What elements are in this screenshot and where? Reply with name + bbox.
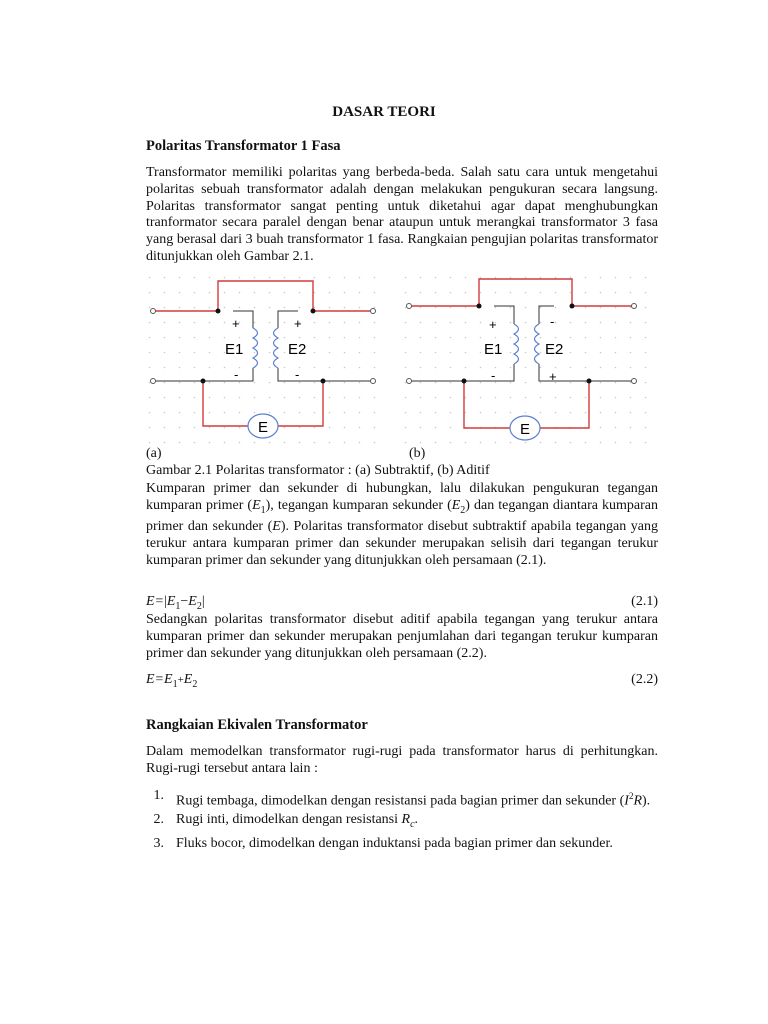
math-symbol: R — [401, 812, 411, 828]
node — [477, 304, 482, 309]
list-text: ). — [642, 793, 651, 809]
terminal — [371, 309, 376, 314]
eq-subscript: 1 — [175, 600, 181, 612]
list-text: Fluks bocor, dimodelkan dengan induktansi pada bagian primer dan sekunder. — [176, 835, 613, 851]
section-heading-polarity: Polaritas Transformator 1 Fasa — [146, 138, 341, 154]
symbol-e1 — [252, 497, 266, 516]
list-text: Rugi inti, dimodelkan dengan resistansi — [176, 812, 402, 828]
e1-label: E1 — [484, 341, 503, 358]
terminal — [407, 379, 412, 384]
symbol-e2 — [451, 497, 466, 516]
text-run: ). Polaritas transformator disebut subtraktif apabila tegangan yang terukur antara kumparan primer dan sekunder merupakan selisih dari tegangan terukur kumparan primer dan sekunder yang ditunjukkan oleh persamaan (2.1). — [146, 519, 658, 568]
text-run: ), tegangan kumparan sekunder ( — [265, 497, 452, 513]
math-symbol: I — [624, 793, 629, 809]
e1-label: E1 — [225, 341, 244, 358]
eq-operator: + — [177, 674, 184, 686]
eq-term: E — [166, 594, 176, 609]
list-number: 1. — [153, 788, 164, 803]
node — [570, 304, 575, 309]
list-text: . — [414, 812, 419, 828]
figure-sublabel-b: (b) — [409, 446, 426, 461]
list-text: Rugi tembaga, dimodelkan dengan resistansi pada bagian primer dan sekunder ( — [176, 793, 625, 809]
list-item — [146, 788, 658, 810]
node — [311, 309, 316, 314]
math-superscript: 2 — [628, 791, 634, 801]
e2-label: E2 — [288, 341, 307, 358]
eq-subscript: 2 — [196, 600, 202, 612]
terminal — [407, 304, 412, 309]
polarity-mark: + — [294, 316, 302, 331]
eq-lhs: E= — [146, 594, 164, 609]
polarity-mark: + — [549, 369, 557, 384]
node — [321, 379, 326, 384]
eq-term: E — [164, 672, 173, 687]
terminal — [632, 379, 637, 384]
eq-subscript: 2 — [192, 678, 198, 690]
eq-lhs: E= — [146, 672, 164, 687]
voltmeter-label: E — [519, 421, 531, 438]
equation-2-2 — [146, 672, 658, 690]
paragraph-additive: Sedangkan polaritas transformator disebut aditif apabila tegangan yang terukur antara kumparan primer dan sekunder merupakan penjumlahan dari tegangan terukur kumparan primer dan sekunder yang ditunjukkan oleh persamaan (2.2). — [146, 612, 658, 661]
terminal — [151, 309, 156, 314]
equation-expression — [146, 672, 198, 690]
voltmeter-label: E — [257, 419, 269, 436]
symbol-subscript: 1 — [260, 504, 266, 516]
text-run: ) dan tegangan diantara kumparan primer dan sekunder ( — [146, 497, 658, 535]
equation-number: (2.2) — [631, 672, 658, 687]
paragraph-losses-intro: Dalam memodelkan transformator rugi-rugi pada transformator harus di perhitungkan. Rugi-rugi tersebut antara lain : — [146, 744, 658, 776]
terminal — [371, 379, 376, 384]
polarity-mark: + — [489, 317, 497, 332]
math-symbol: R — [633, 793, 642, 809]
eq-operator: − — [180, 594, 189, 609]
polarity-mark: - — [491, 368, 496, 383]
math-subscript: c — [410, 819, 415, 831]
text-run: Kumparan primer dan sekunder di hubungkan, lalu dilakukan pengukuran tegangan kumparan primer ( — [146, 481, 658, 513]
circuit-figure-a — [148, 276, 388, 446]
list-number: 2. — [153, 812, 164, 828]
figure-sublabel-a: (a) — [146, 446, 162, 461]
terminal — [151, 379, 156, 384]
polarity-mark: - — [550, 314, 555, 329]
terminal — [632, 304, 637, 309]
symbol-e: E — [272, 519, 281, 535]
symbol-subscript: 2 — [460, 504, 466, 516]
paragraph-measurement — [146, 481, 658, 570]
polarity-mark: + — [232, 316, 240, 331]
symbol-letter: E — [451, 497, 461, 513]
list-number: 3. — [153, 835, 164, 851]
page-title: DASAR TEORI — [332, 104, 436, 120]
node — [587, 379, 592, 384]
list-item — [146, 812, 658, 833]
eq-term: E — [188, 594, 197, 609]
polarity-mark: - — [295, 367, 300, 382]
polarity-mark: - — [234, 367, 239, 382]
figure-caption: Gambar 2.1 Polaritas transformator : (a) Subtraktif, (b) Aditif — [146, 463, 490, 478]
equation-2-1 — [146, 594, 658, 612]
eq-subscript: 1 — [172, 678, 178, 690]
equation-number: (2.1) — [631, 594, 658, 609]
node — [201, 379, 206, 384]
equation-expression: $E=|E_1-E_2|$ — [146, 594, 205, 612]
section-heading-equivalent: Rangkaian Ekivalen Transformator — [146, 717, 368, 733]
circuit-figure-b — [404, 276, 649, 446]
eq-term: E — [183, 672, 193, 687]
node — [462, 379, 467, 384]
node — [216, 309, 221, 314]
paragraph-intro: Transformator memiliki polaritas yang berbeda-beda. Salah satu cara untuk mengetahui polaritas sebuah transformator adalah dengan melakukan pengukuran secara langsung. Polaritas transformator sangat penting untuk diketahui agar dapat menghubungkan tranformator secara paralel dengan benar ataupun untuk merangkai transformator 3 fasa yang berasal dari 3 buah transformator 1 fasa. Rangkaian pengujian polaritas transformator ditunjukkan oleh Gambar 2.1. — [146, 165, 658, 264]
losses-list — [146, 788, 658, 854]
e2-label: E2 — [545, 341, 564, 358]
list-item — [146, 836, 658, 853]
symbol-letter: E — [252, 497, 261, 513]
